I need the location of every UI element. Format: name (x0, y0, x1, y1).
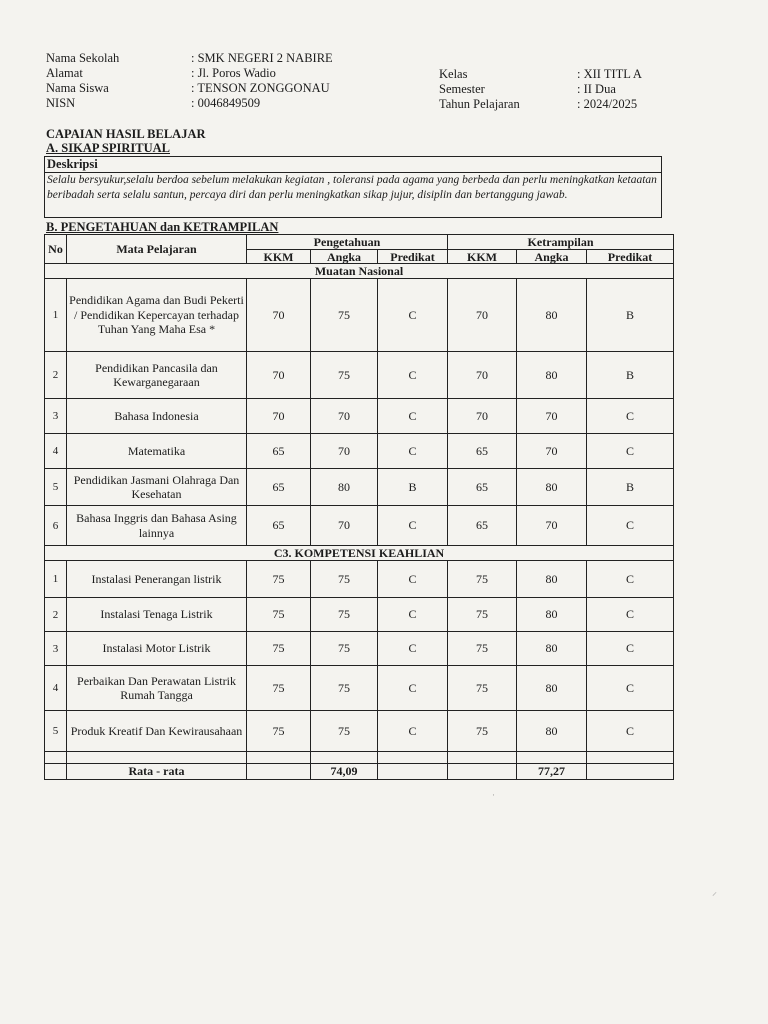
info-row (46, 81, 333, 96)
subject-name: Instalasi Motor Listrik (67, 632, 247, 666)
grade-p-angka: 75 (311, 352, 378, 399)
average-ketrampilan: 77,27 (517, 764, 587, 780)
grade-p-kkm: 65 (247, 506, 311, 546)
empty-cell (247, 752, 311, 764)
spacer-row (45, 752, 674, 764)
grade-k-kkm: 65 (448, 506, 517, 546)
grade-k-angka: 70 (517, 506, 587, 546)
grade-p-pred: B (378, 469, 448, 506)
grade-k-angka: 80 (517, 711, 587, 752)
grade-k-kkm: 70 (448, 352, 517, 399)
subject-name: Pendidikan Pancasila dan Kewarganegaraan (67, 352, 247, 399)
grade-p-pred: C (378, 632, 448, 666)
grade-p-kkm: 75 (247, 598, 311, 632)
info-value: : SMK NEGERI 2 NABIRE (191, 51, 333, 65)
info-label: Semester (439, 82, 485, 96)
table-row (45, 561, 674, 598)
grade-k-pred: C (587, 711, 674, 752)
grade-p-kkm: 75 (247, 711, 311, 752)
grade-k-kkm: 75 (448, 598, 517, 632)
row-number: 2 (45, 352, 67, 399)
grade-p-pred: C (378, 279, 448, 352)
grade-p-angka: 75 (311, 711, 378, 752)
grade-k-kkm: 65 (448, 434, 517, 469)
grade-p-kkm: 75 (247, 632, 311, 666)
grade-k-pred: C (587, 399, 674, 434)
grade-p-kkm: 70 (247, 352, 311, 399)
grade-k-kkm: 70 (448, 279, 517, 352)
grade-p-kkm: 65 (247, 469, 311, 506)
info-label: NISN (46, 96, 76, 110)
grade-p-pred: C (378, 352, 448, 399)
table-row (45, 506, 674, 546)
empty-cell (45, 752, 67, 764)
grade-k-pred: C (587, 434, 674, 469)
row-number: 6 (45, 506, 67, 546)
scan-speck: · (492, 790, 495, 800)
grade-p-angka: 70 (311, 506, 378, 546)
grade-k-kkm: 75 (448, 711, 517, 752)
grade-p-angka: 75 (311, 561, 378, 598)
empty-cell (67, 752, 247, 764)
info-label: Nama Sekolah (46, 51, 120, 65)
empty-cell (378, 752, 448, 764)
grade-k-pred: B (587, 279, 674, 352)
info-label: Tahun Pelajaran (439, 97, 520, 111)
info-value: : 2024/2025 (577, 97, 638, 111)
table-row (45, 666, 674, 711)
table-row (45, 279, 674, 352)
grade-k-kkm: 75 (448, 561, 517, 598)
deskripsi-text: Selalu bersyukur,selalu berdoa sebelum melakukan kegiatan , toleransi pada agama yang berbeda dan perlu meningkatkan ketaatan beribadah serta selalu santun, percaya diri dan perlu meningkatkan sikap jujur, disiplin dan bertanggung jawab. (47, 174, 657, 201)
row-number: 4 (45, 434, 67, 469)
grade-k-pred: C (587, 666, 674, 711)
subject-name: Bahasa Indonesia (67, 399, 247, 434)
header-k-predikat: Predikat (587, 250, 674, 264)
subject-name: Pendidikan Agama dan Budi Pekerti / Pendidikan Kepercayan terhadap Tuhan Yang Maha Esa * (67, 279, 247, 352)
grades-table (44, 234, 674, 780)
table-row (45, 469, 674, 506)
info-label: Alamat (46, 66, 83, 80)
table-row (45, 352, 674, 399)
row-number: 3 (45, 399, 67, 434)
grade-p-angka: 75 (311, 598, 378, 632)
grade-p-angka: 70 (311, 434, 378, 469)
header-p-angka: Angka (311, 250, 378, 264)
grade-p-angka: 70 (311, 399, 378, 434)
header-mata-pelajaran: Mata Pelajaran (67, 235, 247, 264)
grade-p-kkm: 65 (247, 434, 311, 469)
table-row (45, 632, 674, 666)
grade-p-pred: C (378, 598, 448, 632)
grade-k-pred: C (587, 561, 674, 598)
grade-k-angka: 70 (517, 399, 587, 434)
header-no: No (45, 235, 67, 264)
average-pengetahuan: 74,09 (311, 764, 378, 780)
grade-k-angka: 80 (517, 561, 587, 598)
header-pengetahuan: Pengetahuan (247, 235, 448, 250)
empty-cell (311, 752, 378, 764)
info-value: : XII TITL A (577, 67, 642, 81)
info-row (46, 96, 333, 111)
info-value: : II Dua (577, 82, 616, 96)
empty-cell (378, 764, 448, 780)
header-k-angka: Angka (517, 250, 587, 264)
grade-p-pred: C (378, 711, 448, 752)
empty-cell (247, 764, 311, 780)
student-info-right (439, 67, 642, 112)
empty-cell (517, 752, 587, 764)
section-kompetensi-keahlian: C3. KOMPETENSI KEAHLIAN (45, 546, 674, 561)
info-value: : TENSON ZONGGONAU (191, 81, 330, 95)
row-number: 1 (45, 279, 67, 352)
empty-cell (587, 752, 674, 764)
header-p-kkm: KKM (247, 250, 311, 264)
grade-k-kkm: 70 (448, 399, 517, 434)
subject-name: Perbaikan Dan Perawatan Listrik Rumah Tangga (67, 666, 247, 711)
grade-k-angka: 80 (517, 469, 587, 506)
table-row (45, 399, 674, 434)
grade-k-angka: 70 (517, 434, 587, 469)
grade-k-angka: 80 (517, 279, 587, 352)
student-info-left (46, 51, 333, 111)
grade-k-kkm: 75 (448, 666, 517, 711)
info-row (439, 97, 642, 112)
subject-name: Pendidikan Jasmani Olahraga Dan Kesehatan (67, 469, 247, 506)
row-number: 3 (45, 632, 67, 666)
table-row (45, 434, 674, 469)
table-row (45, 598, 674, 632)
grade-k-angka: 80 (517, 352, 587, 399)
section-a-heading: A. SIKAP SPIRITUAL (46, 141, 170, 155)
grade-k-pred: C (587, 598, 674, 632)
report-heading: CAPAIAN HASIL BELAJAR (46, 127, 206, 141)
grade-p-kkm: 70 (247, 399, 311, 434)
deskripsi-box (44, 156, 662, 218)
info-row (439, 82, 642, 97)
deskripsi-title: Deskripsi (45, 157, 661, 173)
grade-p-kkm: 75 (247, 561, 311, 598)
section-b-heading: B. PENGETAHUAN dan KETRAMPILAN (46, 220, 279, 234)
grade-p-pred: C (378, 399, 448, 434)
grade-k-pred: C (587, 506, 674, 546)
average-label: Rata - rata (67, 764, 247, 780)
info-value: : 0046849509 (191, 96, 261, 110)
subject-name: Produk Kreatif Dan Kewirausahaan (67, 711, 247, 752)
empty-cell (448, 752, 517, 764)
grade-p-angka: 80 (311, 469, 378, 506)
info-value: : Jl. Poros Wadio (191, 66, 276, 80)
row-number: 4 (45, 666, 67, 711)
grade-p-kkm: 70 (247, 279, 311, 352)
scan-speck: ⸝ (712, 887, 717, 898)
grade-p-angka: 75 (311, 632, 378, 666)
grade-k-pred: B (587, 469, 674, 506)
grade-k-angka: 80 (517, 666, 587, 711)
grade-p-pred: C (378, 666, 448, 711)
subject-name: Instalasi Tenaga Listrik (67, 598, 247, 632)
average-row (45, 764, 674, 780)
grade-p-pred: C (378, 561, 448, 598)
grade-p-kkm: 75 (247, 666, 311, 711)
grade-p-angka: 75 (311, 666, 378, 711)
header-ketrampilan: Ketrampilan (448, 235, 674, 250)
info-row (46, 51, 333, 66)
grade-k-kkm: 75 (448, 632, 517, 666)
empty-cell (448, 764, 517, 780)
empty-cell (45, 764, 67, 780)
grade-p-angka: 75 (311, 279, 378, 352)
row-number: 5 (45, 711, 67, 752)
info-label: Nama Siswa (46, 81, 109, 95)
grade-p-pred: C (378, 506, 448, 546)
header-p-predikat: Predikat (378, 250, 448, 264)
grade-k-kkm: 65 (448, 469, 517, 506)
subject-name: Instalasi Penerangan listrik (67, 561, 247, 598)
row-number: 1 (45, 561, 67, 598)
info-label: Kelas (439, 67, 468, 81)
subject-name: Bahasa Inggris dan Bahasa Asing lainnya (67, 506, 247, 546)
grade-k-angka: 80 (517, 598, 587, 632)
info-row (46, 66, 333, 81)
grade-k-pred: C (587, 632, 674, 666)
header-k-kkm: KKM (448, 250, 517, 264)
empty-cell (587, 764, 674, 780)
table-row (45, 711, 674, 752)
grade-k-angka: 80 (517, 632, 587, 666)
info-row (439, 67, 642, 82)
row-number: 5 (45, 469, 67, 506)
section-muatan-nasional: Muatan Nasional (45, 264, 674, 279)
subject-name: Matematika (67, 434, 247, 469)
grade-k-pred: B (587, 352, 674, 399)
grade-p-pred: C (378, 434, 448, 469)
row-number: 2 (45, 598, 67, 632)
